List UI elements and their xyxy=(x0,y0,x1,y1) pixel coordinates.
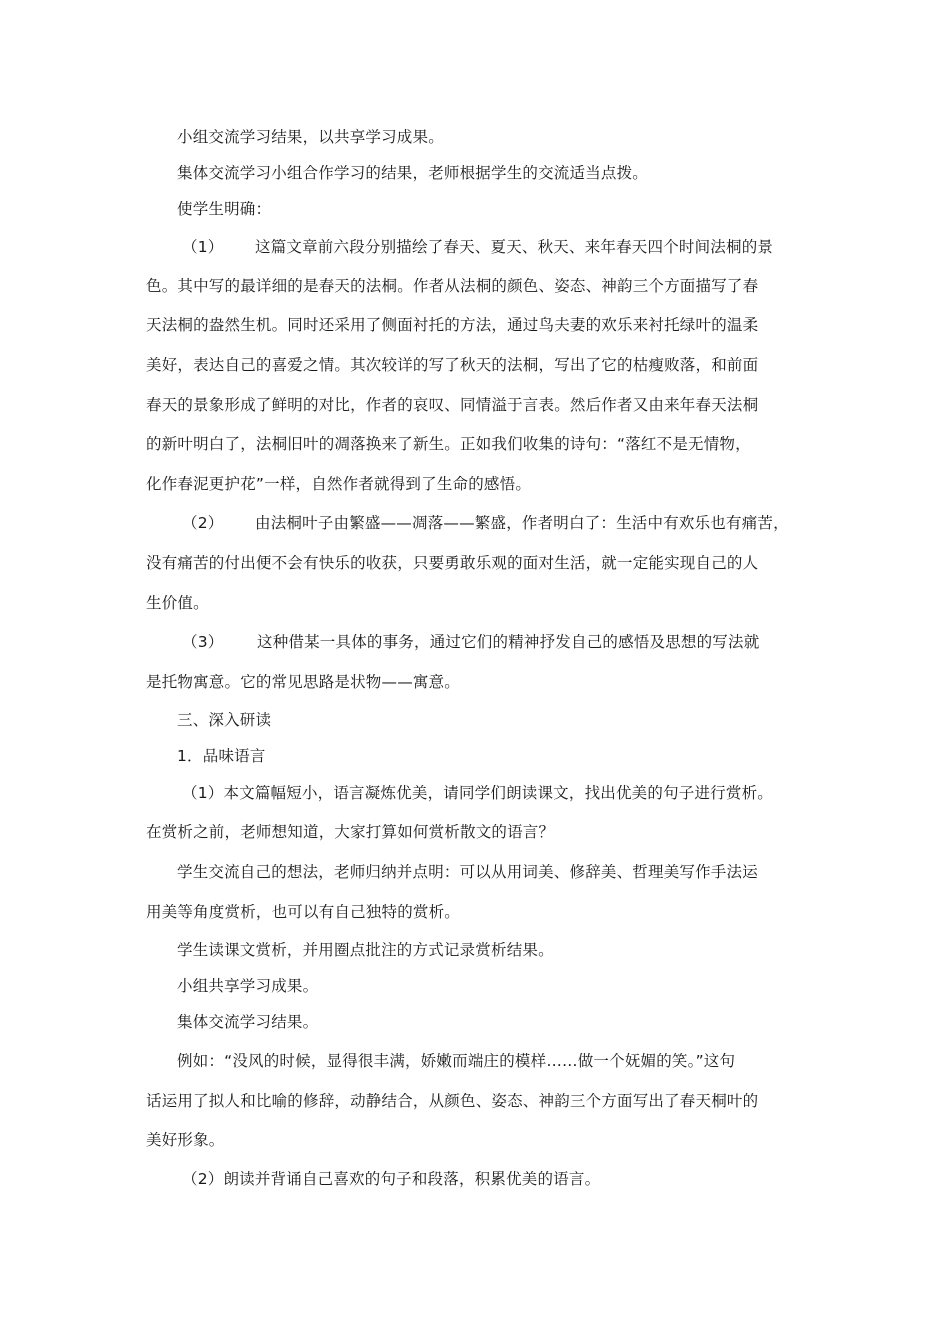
paragraph-line: 集体交流学习结果。 xyxy=(177,1013,319,1031)
paragraph-line: 学生交流自己的想法，老师归纳并点明：可以从用词美、修辞美、哲理美写作手法运 xyxy=(177,863,758,881)
paragraph-line: 在赏析之前，老师想知道，大家打算如何赏析散文的语言？ xyxy=(146,823,555,841)
paragraph-line: 色。其中写的最详细的是春天的法桐。作者从法桐的颜色、姿态、神韵三个方面描写了春 xyxy=(146,277,759,295)
paragraph-line: 美好形象。 xyxy=(146,1131,225,1149)
paragraph-line: 没有痛苦的付出便不会有快乐的收获，只要勇敢乐观的面对生活，就一定能实现自己的人 xyxy=(146,554,759,572)
paragraph-line: 集体交流学习小组合作学习的结果，老师根据学生的交流适当点拨。 xyxy=(177,164,649,182)
paragraph-line: 的新叶明白了，法桐旧叶的凋落换来了新生。正如我们收集的诗句：“落红不是无情物， xyxy=(146,435,751,453)
paragraph-line: （2）朗读并背诵自己喜欢的句子和段落，积累优美的语言。 xyxy=(182,1170,601,1188)
paragraph-line: 话运用了拟人和比喻的修辞，动静结合，从颜色、姿态、神韵三个方面写出了春天桐叶的 xyxy=(146,1092,759,1110)
paragraph-line: 由法桐叶子由繁盛——凋落——繁盛，作者明白了：生活中有欢乐也有痛苦， xyxy=(255,514,789,532)
paragraph-line: 生价值。 xyxy=(146,594,209,612)
paragraph-line: 这种借某一具体的事务，通过它们的精神抒发自己的感悟及思想的写法就 xyxy=(257,633,760,651)
paragraph-line: 使学生明确： xyxy=(177,200,272,218)
paragraph-line: 化作春泥更护花”一样，自然作者就得到了生命的感悟。 xyxy=(146,475,532,493)
paragraph-line: 小组交流学习结果，以共享学习成果。 xyxy=(177,128,444,146)
paragraph-line: 春天的景象形成了鲜明的对比，作者的哀叹、同情溢于言表。然后作者又由来年春天法桐 xyxy=(146,396,759,414)
subsection-heading: 1．品味语言 xyxy=(177,747,266,765)
paragraph-line: 天法桐的盎然生机。同时还采用了侧面衬托的方法，通过鸟夫妻的欢乐来衬托绿叶的温柔 xyxy=(146,316,759,334)
paragraph-line: 美好，表达自己的喜爱之情。其次较详的写了秋天的法桐，写出了它的枯瘦败落，和前面 xyxy=(146,356,759,374)
paragraph-line: 小组共享学习成果。 xyxy=(177,977,319,995)
paragraph-line: 例如：“没风的时候，显得很丰满，娇嫩而端庄的模样……做一个妩媚的笑。”这句 xyxy=(177,1052,736,1070)
paragraph-line: 用美等角度赏析，也可以有自己独特的赏析。 xyxy=(146,903,461,921)
paragraph-line: 这篇文章前六段分别描绘了春天、夏天、秋天、来年春天四个时间法桐的景 xyxy=(255,238,774,256)
section-heading: 三、深入研读 xyxy=(177,711,272,729)
list-marker: （2） xyxy=(182,514,224,532)
list-marker: （3） xyxy=(182,633,224,651)
paragraph-line: 是托物寓意。它的常见思路是状物——寓意。 xyxy=(146,673,461,691)
paragraph-line: 学生读课文赏析，并用圈点批注的方式记录赏析结果。 xyxy=(177,941,554,959)
list-marker: （1） xyxy=(182,238,224,256)
paragraph-line: （1）本文篇幅短小，语言凝炼优美，请同学们朗读课文，找出优美的句子进行赏析。 xyxy=(182,784,773,802)
